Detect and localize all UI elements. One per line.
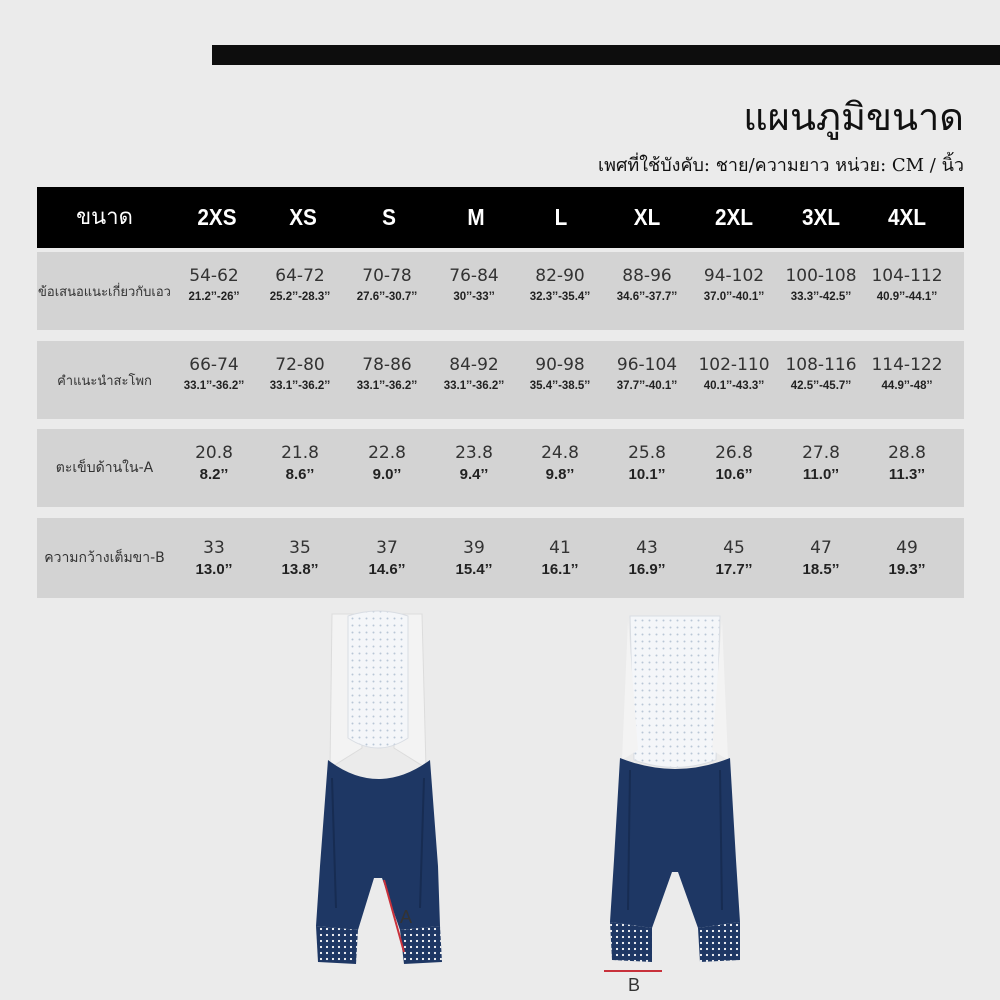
hip-cm: 78-86 <box>362 355 412 375</box>
size-xl: XL <box>633 204 661 230</box>
waist-cell-2xl <box>690 266 778 303</box>
size-column-label: ขนาด <box>76 205 133 230</box>
hip-cell-m <box>430 355 518 392</box>
leg-inch: 17.7’’ <box>715 561 753 578</box>
bib-shorts-front-image <box>300 608 460 970</box>
inseam-cell-m <box>430 443 518 483</box>
waist-cell-4xl <box>863 266 951 303</box>
leg-width-label: ความกว้างเต็มขา-B <box>44 550 165 566</box>
size-l: L <box>554 204 568 230</box>
inseam-inch: 11.0’’ <box>802 466 840 483</box>
inseam-cell-s <box>343 443 431 483</box>
leg-width-row <box>37 518 964 598</box>
waist-inch: 30’’-33’’ <box>453 291 495 303</box>
inseam-inch: 11.3’’ <box>888 466 926 483</box>
waist-cm: 100-108 <box>785 266 857 286</box>
waist-inch: 33.3’’-42.5’’ <box>790 291 852 303</box>
hip-cm: 96-104 <box>616 355 678 375</box>
hip-cell-l <box>516 355 604 392</box>
hip-inch: 44.9’’-48’’ <box>881 380 933 392</box>
leg-inch: 13.0’’ <box>195 561 233 578</box>
hip-inch: 35.4’’-38.5’’ <box>529 380 591 392</box>
inseam-cm: 22.8 <box>368 443 406 463</box>
hip-cell-3xl <box>777 355 865 392</box>
page-title: แผนภูมิขนาด <box>743 95 964 139</box>
inseam-row <box>37 429 964 507</box>
leg-cell-2xs <box>170 538 258 578</box>
hip-inch: 33.1’’-36.2’’ <box>183 380 245 392</box>
size-2xs: 2XS <box>197 204 237 230</box>
inseam-cell-xl <box>603 443 691 483</box>
size-4xl: 4XL <box>888 204 926 230</box>
waist-cm: 88-96 <box>622 266 672 286</box>
page-subtitle: เพศที่ใช้บังคับ: ชาย/ความยาว หน่วย: CM / นิ้ว <box>597 155 964 176</box>
waist-label: ข้อเสนอแนะเกี่ยวกับเอว <box>38 284 171 300</box>
waist-cm: 82-90 <box>535 266 585 286</box>
inseam-cm: 28.8 <box>888 443 926 463</box>
hip-inch: 37.7’’-40.1’’ <box>616 380 678 392</box>
waist-inch: 40.9’’-44.1’’ <box>876 291 938 303</box>
inseam-cm: 24.8 <box>541 443 579 463</box>
hip-inch: 33.1’’-36.2’’ <box>356 380 418 392</box>
waist-cell-l <box>516 266 604 303</box>
waist-cell-s <box>343 266 431 303</box>
inseam-inch: 10.1’’ <box>628 466 666 483</box>
inseam-inch: 9.0’’ <box>372 466 402 483</box>
hip-cell-xl <box>603 355 691 392</box>
leg-cm: 49 <box>896 538 918 558</box>
top-decorative-bar <box>212 45 1000 65</box>
leg-cell-l <box>516 538 604 578</box>
size-s: S <box>382 204 396 230</box>
hip-label: คำแนะนำสะโพก <box>57 373 152 389</box>
hip-cell-xs <box>256 355 344 392</box>
inseam-cm: 25.8 <box>628 443 666 463</box>
leg-cm: 47 <box>810 538 832 558</box>
waist-cell-m <box>430 266 518 303</box>
waist-inch: 27.6’’-30.7’’ <box>356 291 418 303</box>
leg-cm: 43 <box>636 538 658 558</box>
leg-inch: 13.8’’ <box>281 561 319 578</box>
waist-inch: 32.3’’-35.4’’ <box>529 291 591 303</box>
leg-cell-3xl <box>777 538 865 578</box>
size-2xl: 2XL <box>715 204 753 230</box>
inseam-cell-2xl <box>690 443 778 483</box>
inseam-cm: 23.8 <box>455 443 493 463</box>
leg-cm: 45 <box>723 538 745 558</box>
waist-inch: 25.2’’-28.3’’ <box>269 291 331 303</box>
leg-cell-s <box>343 538 431 578</box>
leg-inch: 14.6’’ <box>368 561 406 578</box>
size-m: M <box>467 204 485 230</box>
leg-cm: 37 <box>376 538 398 558</box>
hip-inch: 33.1’’-36.2’’ <box>443 380 505 392</box>
hip-cell-4xl <box>863 355 951 392</box>
hip-cm: 102-110 <box>698 355 770 375</box>
inseam-cell-3xl <box>777 443 865 483</box>
hip-inch: 42.5’’-45.7’’ <box>790 380 852 392</box>
marker-a-label: A <box>400 907 413 927</box>
waist-cm: 76-84 <box>449 266 499 286</box>
hip-inch: 33.1’’-36.2’’ <box>269 380 331 392</box>
leg-cm: 39 <box>463 538 485 558</box>
waist-cm: 104-112 <box>871 266 943 286</box>
waist-cell-2xs <box>170 266 258 303</box>
inseam-inch: 8.6’’ <box>285 466 315 483</box>
leg-inch: 16.9’’ <box>628 561 666 578</box>
size-xs: XS <box>289 204 317 230</box>
waist-inch: 37.0’’-40.1’’ <box>703 291 765 303</box>
hip-inch: 40.1’’-43.3’’ <box>703 380 765 392</box>
inseam-cell-2xs <box>170 443 258 483</box>
leg-cm: 33 <box>203 538 225 558</box>
leg-cell-2xl <box>690 538 778 578</box>
bib-shorts-back-image <box>590 610 760 972</box>
marker-b-label: B <box>628 975 641 995</box>
leg-cell-4xl <box>863 538 951 578</box>
inseam-inch: 9.8’’ <box>545 466 575 483</box>
waist-cell-xs <box>256 266 344 303</box>
inseam-label: ตะเข็บด้านใน-A <box>55 460 154 476</box>
leg-cm: 41 <box>549 538 571 558</box>
hip-row <box>37 341 964 419</box>
inseam-inch: 8.2’’ <box>199 466 229 483</box>
leg-cell-xl <box>603 538 691 578</box>
leg-inch: 19.3’’ <box>888 561 926 578</box>
waist-cell-xl <box>603 266 691 303</box>
leg-inch: 18.5’’ <box>802 561 840 578</box>
inseam-cm: 21.8 <box>281 443 319 463</box>
waist-inch: 21.2’’-26’’ <box>188 291 240 303</box>
waist-cm: 54-62 <box>189 266 239 286</box>
hip-cm: 114-122 <box>871 355 943 375</box>
waist-cm: 64-72 <box>275 266 325 286</box>
leg-inch: 15.4’’ <box>455 561 493 578</box>
hip-cm: 108-116 <box>785 355 857 375</box>
waist-cm: 70-78 <box>362 266 412 286</box>
inseam-cm: 27.8 <box>802 443 840 463</box>
waist-cm: 94-102 <box>703 266 765 286</box>
hip-cm: 90-98 <box>535 355 585 375</box>
leg-inch: 16.1’’ <box>541 561 579 578</box>
size-header-row <box>37 187 964 248</box>
hip-cell-2xs <box>170 355 258 392</box>
inseam-cm: 20.8 <box>195 443 233 463</box>
hip-cm: 66-74 <box>189 355 239 375</box>
inseam-cell-l <box>516 443 604 483</box>
hip-cell-2xl <box>690 355 778 392</box>
size-3xl: 3XL <box>802 204 840 230</box>
leg-cm: 35 <box>289 538 311 558</box>
waist-inch: 34.6’’-37.7’’ <box>616 291 678 303</box>
inseam-inch: 10.6’’ <box>715 466 753 483</box>
inseam-inch: 9.4’’ <box>459 466 489 483</box>
waist-cell-3xl <box>777 266 865 303</box>
inseam-cell-4xl <box>863 443 951 483</box>
inseam-cell-xs <box>256 443 344 483</box>
leg-cell-m <box>430 538 518 578</box>
hip-cm: 72-80 <box>275 355 325 375</box>
leg-cell-xs <box>256 538 344 578</box>
hip-cell-s <box>343 355 431 392</box>
inseam-cm: 26.8 <box>715 443 753 463</box>
waist-row <box>37 252 964 330</box>
hip-cm: 84-92 <box>449 355 499 375</box>
